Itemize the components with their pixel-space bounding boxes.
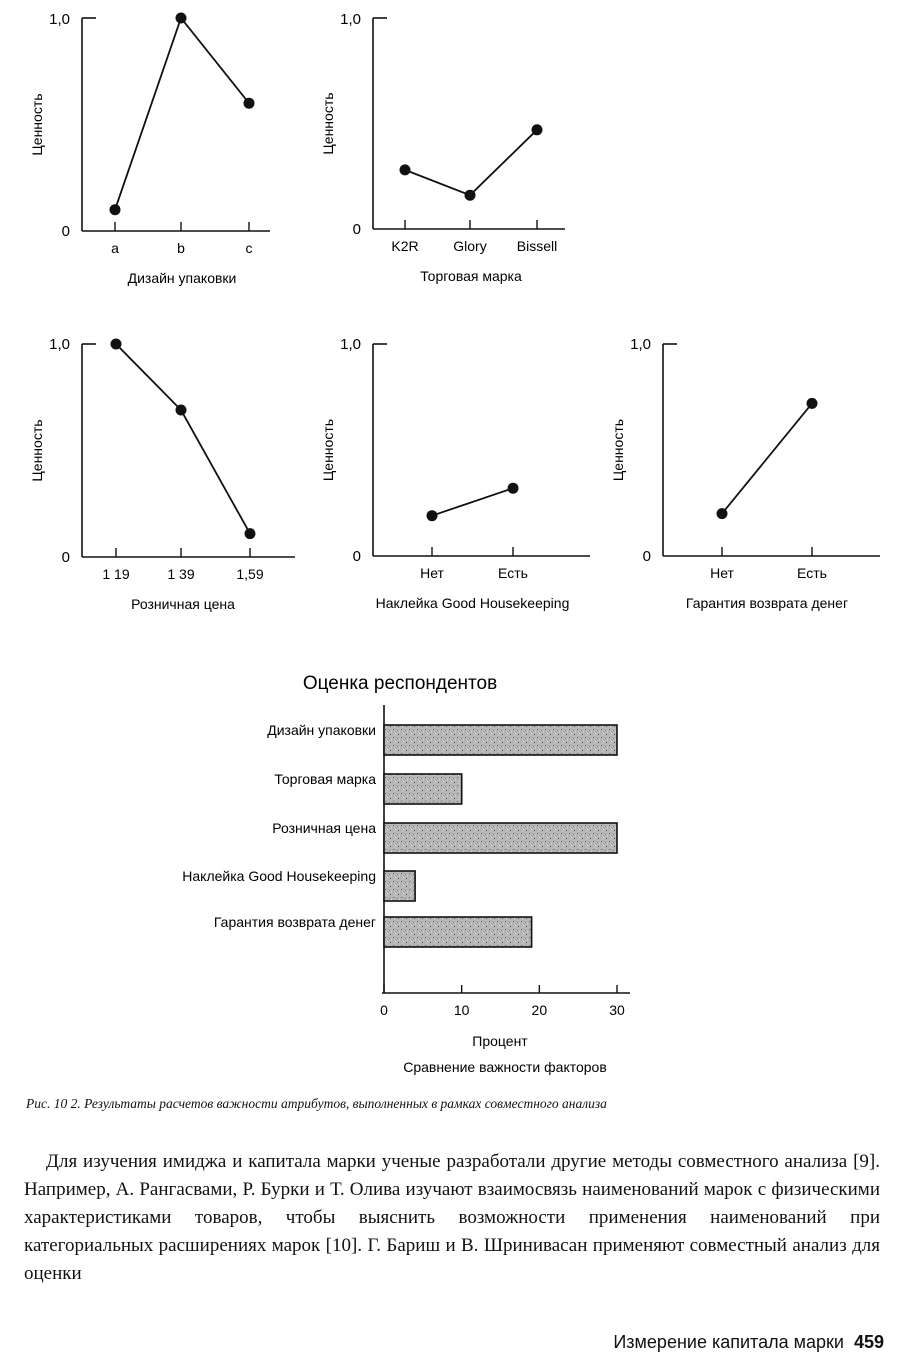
c1-x-axis-label: Дизайн упаковки	[127, 270, 237, 286]
bar-category-label: Дизайн упаковки	[267, 722, 376, 738]
c2-x-tick-label: K2R	[391, 238, 419, 254]
c4-y-axis-label: Ценность	[320, 418, 336, 482]
c2-y-axis-label: Ценность	[320, 92, 336, 155]
bar-chart-title: Оценка респондентов	[302, 673, 498, 694]
bar-x-axis-label: Процент	[472, 1033, 528, 1049]
c4-series-line	[432, 488, 513, 516]
c5-series-line	[722, 403, 812, 513]
c2-data-point	[465, 190, 476, 201]
bar-chart-subtitle: Сравнение важности факторов	[403, 1059, 607, 1075]
c1-x-tick-label: b	[177, 240, 185, 256]
c2-data-point	[400, 164, 411, 175]
c3-x-tick-label: 1 39	[167, 566, 195, 582]
c2-series-line	[405, 130, 537, 195]
c2-y-tick-label-min: 0	[352, 221, 361, 238]
c3-x-tick-label: 1 19	[102, 566, 130, 582]
c2-x-tick-label: Bissell	[516, 238, 558, 254]
bar	[384, 871, 415, 901]
bar-category-label: Розничная цена	[272, 820, 376, 836]
bar-category-label: Гарантия возврата денег	[213, 914, 376, 930]
c3-x-tick-label: 1,59	[236, 566, 264, 582]
body-paragraph: Для изучения имиджа и капитала марки ученые разработали другие методы совместного анализа [9]. Например, А. Рангасвами, Р. Бурки и Т. Олива изучают взаимосвязь наименований марок с физическими характеристиками товаров, чтобы выяснить возможности применения наименований при категориальных расширениях марок [10]. Г. Бариш и В. Шринивасан применяют совместный анализ для оценки	[24, 1151, 880, 1284]
c1-data-point	[176, 13, 187, 24]
c2-data-point	[532, 124, 543, 135]
bar-category-label: Наклейка Good Housekeeping	[182, 868, 376, 884]
c3-y-tick-label-max: 1,0	[49, 336, 70, 353]
c2-x-tick-label: Glory	[453, 238, 487, 254]
c3-data-point	[176, 405, 187, 416]
c1-y-tick-label-max: 1,0	[49, 11, 70, 28]
c4-x-axis-label: Наклейка Good Housekeeping	[375, 595, 570, 611]
bar	[384, 774, 462, 804]
running-title: Измерение капитала марки	[613, 1332, 844, 1352]
bar	[384, 725, 617, 755]
c3-y-tick-label-min: 0	[61, 549, 70, 566]
c1-data-point	[244, 98, 255, 109]
c4-x-tick-label: Есть	[498, 565, 528, 581]
c3-data-point	[111, 339, 122, 350]
c1-data-point	[110, 204, 121, 215]
c4-data-point	[508, 483, 519, 494]
c4-y-tick-label-max: 1,0	[340, 336, 361, 353]
c5-x-axis-label: Гарантия возврата денег	[685, 595, 849, 611]
c5-x-tick-label: Нет	[710, 565, 734, 581]
c5-data-point	[807, 398, 818, 409]
c4-x-tick-label: Нет	[420, 565, 444, 581]
bar	[384, 823, 617, 853]
c1-y-tick-label-min: 0	[61, 223, 70, 240]
bar-x-tick-label: 0	[380, 1002, 388, 1018]
c5-y-tick-label-max: 1,0	[630, 336, 651, 353]
c5-y-axis-label: Ценность	[610, 418, 626, 482]
c4-data-point	[427, 510, 438, 521]
bar-x-tick-label: 20	[531, 1002, 548, 1018]
c3-y-axis-label: Ценность	[29, 419, 45, 482]
bar-category-label: Торговая марка	[274, 771, 376, 787]
c3-series-line	[116, 344, 250, 534]
figure-caption: Рис. 10 2. Результаты расчетов важности атрибутов, выполненных в рамках совместного анализа	[26, 1096, 607, 1111]
c3-data-point	[245, 528, 256, 539]
bar-x-tick-label: 10	[453, 1002, 470, 1018]
c2-y-tick-label-max: 1,0	[340, 11, 361, 28]
bar	[384, 917, 532, 947]
c1-x-tick-label: a	[111, 240, 119, 256]
bar-x-tick-label: 30	[609, 1002, 625, 1018]
c3-x-axis-label: Розничная цена	[131, 596, 235, 612]
c5-data-point	[717, 508, 728, 519]
c5-x-tick-label: Есть	[797, 565, 827, 581]
page-number: 459	[853, 1332, 884, 1352]
c2-x-axis-label: Торговая марка	[420, 268, 522, 284]
c4-y-tick-label-min: 0	[352, 548, 361, 565]
c1-series-line	[115, 18, 249, 210]
c1-x-tick-label: c	[245, 240, 253, 256]
c5-y-tick-label-min: 0	[642, 548, 651, 565]
c1-y-axis-label: Ценность	[29, 93, 45, 156]
page-footer	[613, 1332, 884, 1353]
